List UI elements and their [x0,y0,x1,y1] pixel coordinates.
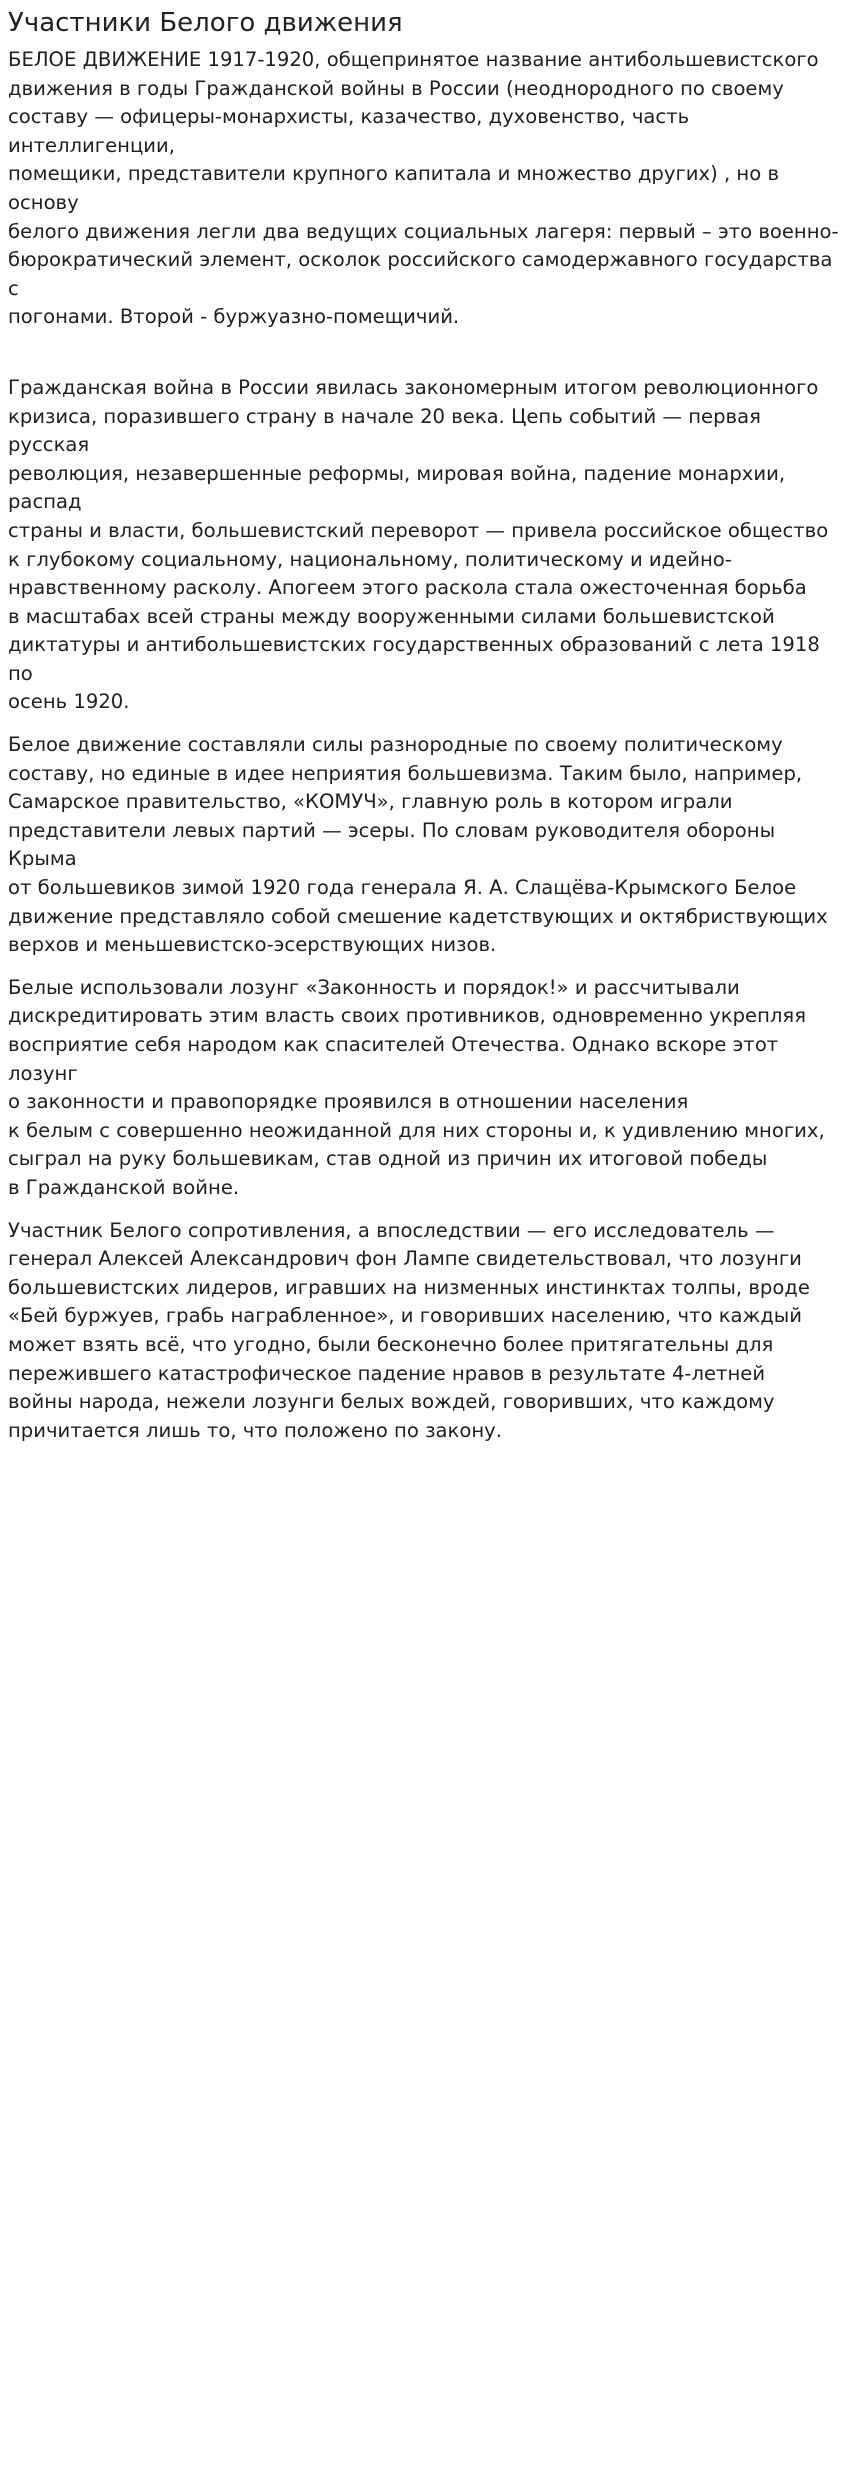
paragraph-slogan: Белые использовали лозунг «Законность и порядок!» и рассчитывали дискредитировать этим власть своих противников, одновременно укрепляя восприятие себя народом как спасителей Отечества. Однако вскоре этот лозунг о законности и правопорядке проявился в отношении населения к белым с совершенно неожиданной для них стороны и, к удивлению многих, сыграл на руку большевикам, став одной из причин их итоговой победы в Гражданской войне. [8,975,825,1199]
page-title: Участники Белого движения [8,8,403,38]
paragraph-civil-war: Гражданская война в России явилась закономерным итогом революционного кризиса, поразившего страну в начале 20 века. Цепь событий — первая русская революция, незавершенные реформы, мировая война, падение монархии, распад страны и власти, большевистский переворот — привела российское общество к глубокому социальному, национальному, политическому и идейно- нравственному расколу. Апогеем этого раскола стала ожесточенная борьба в масштабах всей страны между вооруженными силами большевистской диктатуры и антибольшевистских государственных образований с лета 1918 по осень 1920. [8,375,829,714]
paragraph-composition: Белое движение составляли силы разнородные по своему политическому составу, но единые в идее неприятия большевизма. Таким было, например, Самарское правительство, «КОМУЧ», главную роль в котором играли представители левых партий — эсеры. По словам руководителя обороны Крыма от большевиков зимой 1920 года генерала Я. А. Слащёва-Крымского Белое движение представляло собой смешение кадетствующих и октябриствующих верхов и меньшевистско-эсерствующих низов. [8,733,828,957]
paragraph-von-lampe: Участник Белого сопротивления, а впоследствии — его исследователь — генерал Алексей Александрович фон Лампе свидетельствовал, что лозунги большевистских лидеров, игравших на низменных инстинктах толпы, вроде «Бей буржуев, грабь награбленное», и говоривших населению, что каждый может взять всё, что угодно, были бесконечно более притягательны для пережившего катастрофическое падение нравов в результате 4-летней войны народа, нежели лозунги белых вождей, говоривших, что каждому причитается лишь то, что положено по закону. [8,1218,810,1442]
paragraph-intro: БЕЛОЕ ДВИЖЕНИЕ 1917-1920, общепринятое название антибольшевистского движения в годы Гражданской войны в России (неоднородного по своему составу — офицеры-монархисты, казачество, духовенство, часть интеллигенции, помещики, представители крупного капитала и множество других) , но в основу белого движения легли два ведущих социальных лагеря: первый – это военно- бюрократический элемент, осколок российского самодержавного государства с погонами. Второй - буржуазно-помещичий. [8,48,839,329]
